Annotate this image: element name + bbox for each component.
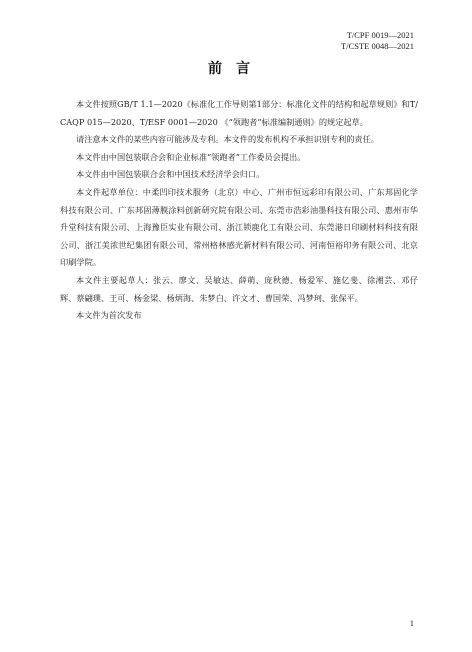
standard-codes [341, 30, 414, 52]
paragraph-first-release: 本文件为首次发布 [76, 310, 142, 321]
paragraph-drafting-rules: 本文件按照GB/T 1.1—2020《标准化工作导则第1部分：标准化文件的结构和起草规则》和T/CAQP 015—2020、T/ESF 0001—2020 《“领跑者”标准编制通则》的规定起草。 [60, 99, 418, 127]
paragraph-under-jurisdiction: 本文件由中国包装联合会和中国技术经济学会归口。 [76, 169, 265, 180]
paragraph-patent-notice: 请注意本文件的某些内容可能涉及专利。本文件的发布机构不承担识别专利的责任。 [76, 134, 379, 145]
page-title: 前言 [208, 61, 264, 77]
page-number: 1 [409, 618, 414, 628]
standard-code-cste: T/CSTE 0048—2021 [341, 41, 414, 51]
paragraph-proposed-by: 本文件由中国包装联合会和企业标准“领跑者”工作委员会提出。 [76, 151, 306, 162]
paragraph-drafting-units: 本文件起草单位：中柔凹印技术服务（北京）中心、广州市恒远彩印有限公司、广东邦固化学科技有限公司、广东邦固薄膜涂料创新研究院有限公司、东莞市浩彩油墨科技有限公司、惠州市华升堂科技有限公司、上海豫臣实业有限公司、浙江锁鹿化工有限公司、东莞港日印刷材料科技有限公司、浙江美浓世纪集团有限公司、常州格林感光新材料有限公司、河南恒裕印务有限公司、北京印刷学院。 [60, 186, 418, 268]
foreword-body [60, 96, 418, 325]
standard-code-cpf: T/CPF 0019—2021 [346, 30, 414, 40]
paragraph-drafters: 本文件主要起草人：张云、廖文、吴敏达、薛萌、庞秋德、杨爱军、施亿斐、徐湘芸、邓仔辉、蔡翩璞、王可、杨金梁、杨炳海、朱梦白、许文才、曹国荣、冯梦珂、张保平。 [60, 274, 418, 303]
